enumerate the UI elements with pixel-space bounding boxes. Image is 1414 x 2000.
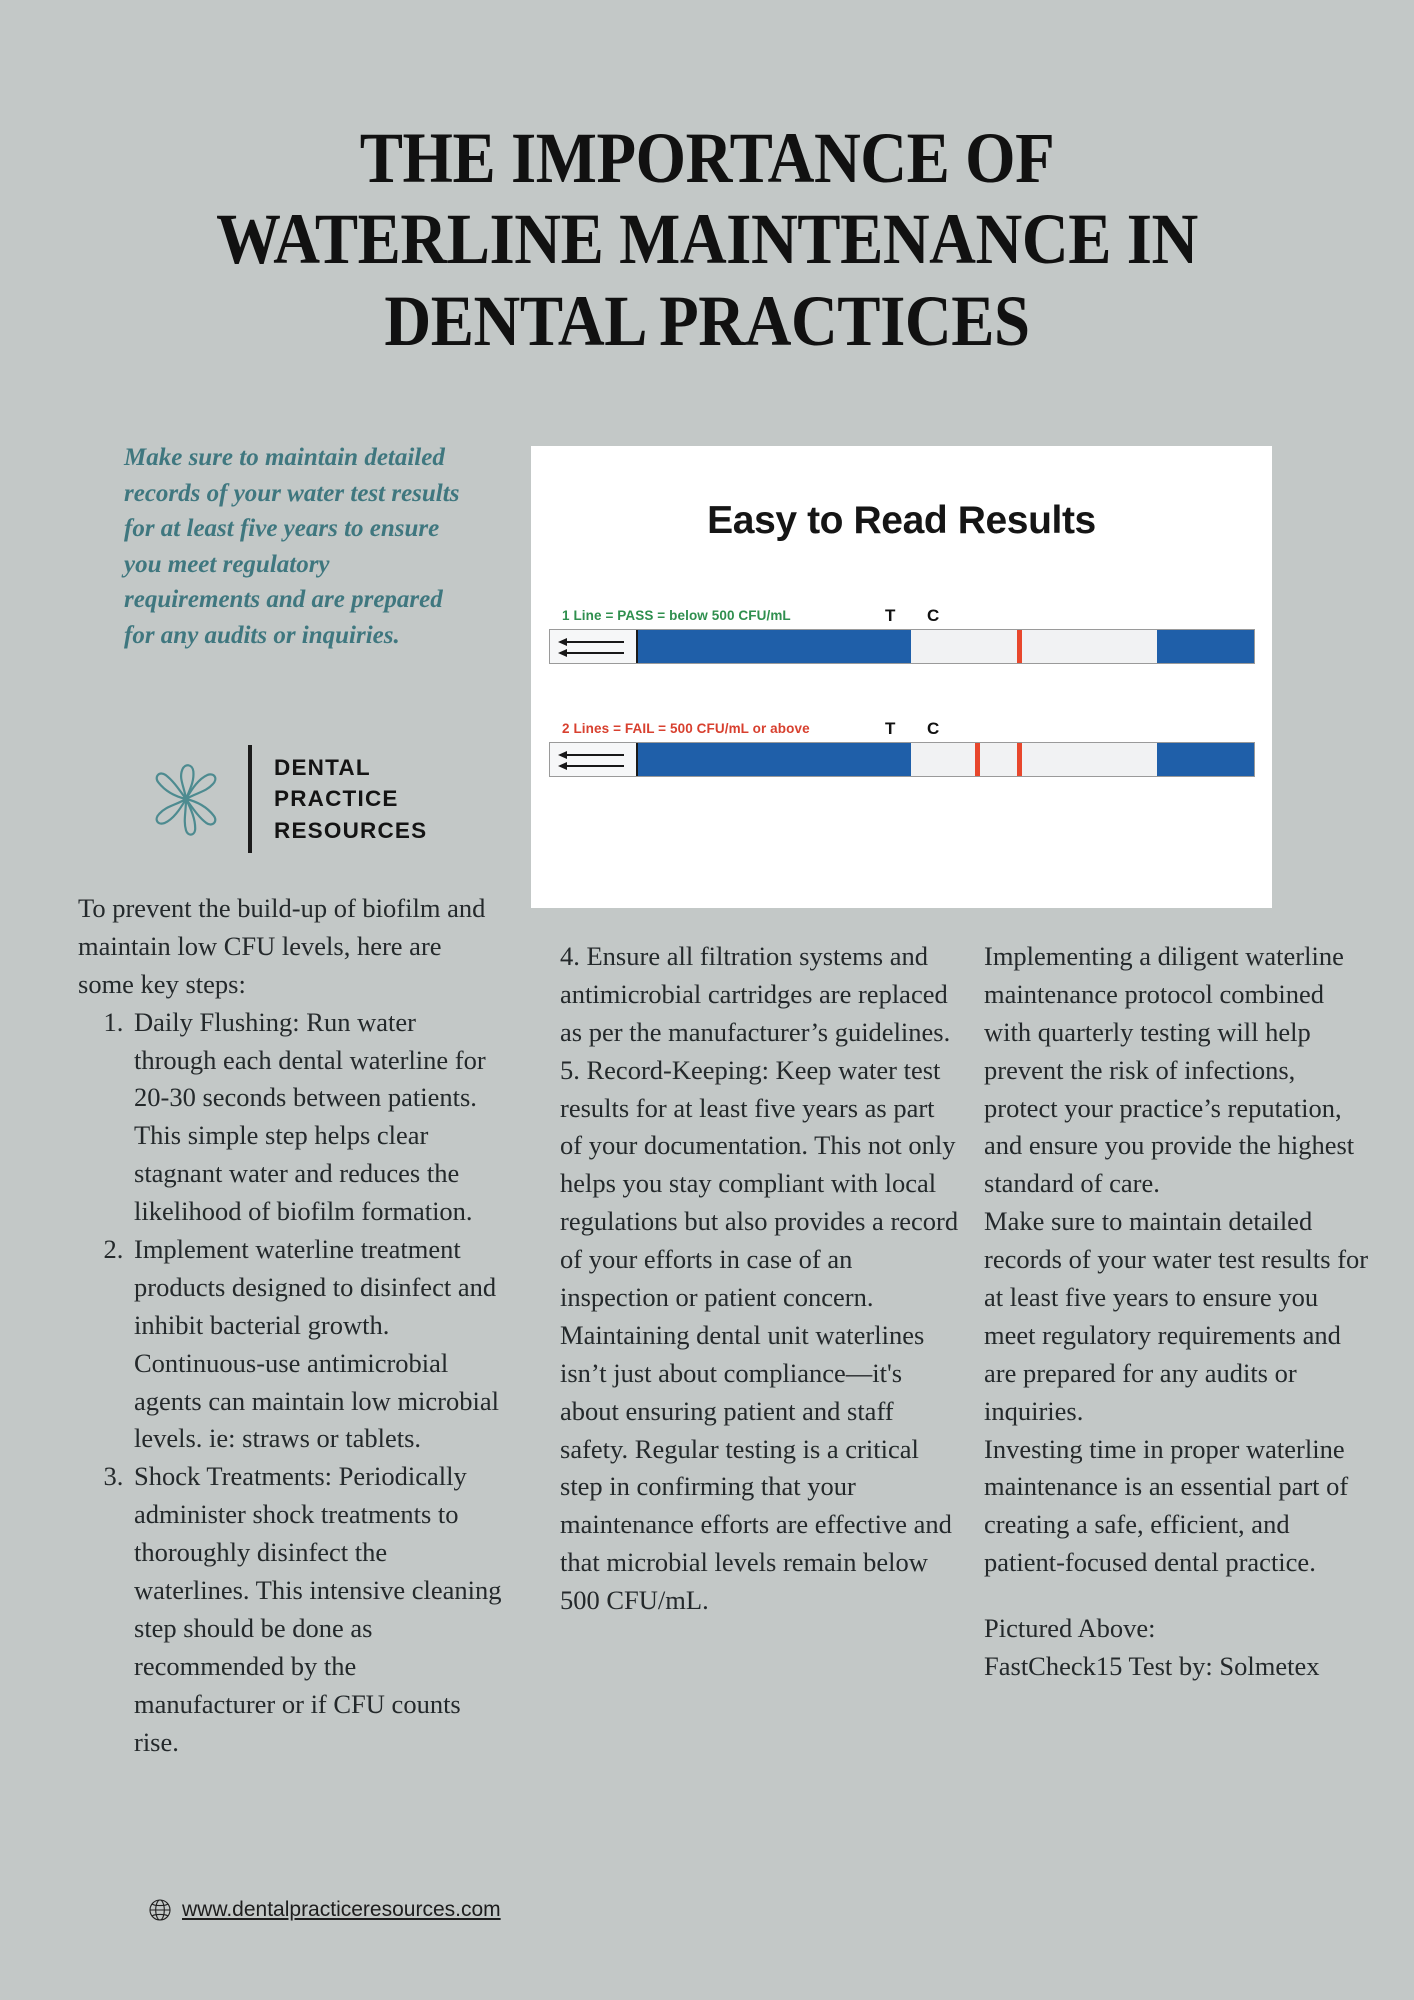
middle-paragraph-3: Maintaining dental unit waterlines isn’t just about compliance—it's about ensuring patient and staff safety. Regular testing is a critical step in confirming that your maintenance efforts are effective and that microbial levels remain below 500 CFU/mL.	[560, 1319, 952, 1616]
right-paragraph-2: Make sure to maintain detailed records of your water test results for at least five years to ensure you meet regulatory requirements and are prepared for any audits or inquiries.	[984, 1206, 1369, 1426]
strip-blue-section-left	[638, 630, 911, 663]
test-line-indicator	[975, 743, 980, 776]
strip-blue-section-left	[638, 743, 911, 776]
strip-blue-section-right	[1157, 743, 1254, 776]
strip-result-window	[911, 630, 1157, 663]
logo-divider	[248, 745, 252, 853]
control-line-indicator	[1017, 630, 1022, 663]
arrow-line-bottom	[560, 652, 624, 654]
logo-wordmark	[274, 752, 427, 845]
brand-logo	[140, 745, 427, 853]
globe-icon	[148, 1898, 172, 1922]
middle-column	[560, 938, 962, 1620]
middle-paragraph-1: 4. Ensure all filtration systems and antimicrobial cartridges are replaced as per the manufacturer’s guidelines.	[560, 941, 951, 1047]
fail-c-label: C	[927, 719, 940, 738]
arrow-head-bottom-icon	[558, 649, 567, 657]
image-credit-value: FastCheck15 Test by: Solmetex	[984, 1651, 1320, 1682]
pass-strip-body	[549, 629, 1255, 664]
middle-paragraph-2: 5. Record-Keeping: Keep water test results for at least five years as part of your documentation. This not only helps you stay compliant with local regulations but also provides a record of your efforts in case of an inspection or patient concern.	[560, 1054, 959, 1313]
test-strip-fail	[549, 721, 1255, 777]
strip-arrow-zone	[550, 630, 638, 663]
right-paragraph-1: Implementing a diligent waterline maintenance protocol combined with quarterly testing will help prevent the risk of infections, protect your practice’s reputation, and ensure you provide the highest standard of care.	[984, 941, 1355, 1199]
pass-caption: 1 Line = PASS = below 500 CFU/mL	[562, 608, 791, 623]
arrow-line-bottom	[560, 765, 624, 767]
fail-t-label: T	[885, 719, 896, 738]
image-credit-label: Pictured Above:	[984, 1613, 1156, 1644]
right-paragraph-3: Investing time in proper waterline maintenance is an essential part of creating a safe, efficient, and patient-focused dental practice.	[984, 1433, 1349, 1578]
pass-t-label: T	[885, 606, 896, 625]
website-link[interactable]: www.dentalpracticeresources.com	[182, 1898, 501, 1921]
pull-quote: Make sure to maintain detailed records of your water test results for at least five years to ensure you meet regulatory requirements and are prepared for any audits or inquiries.	[124, 444, 460, 649]
left-intro-paragraph: To prevent the build-up of biofilm and maintain low CFU levels, here are some key steps:	[78, 893, 486, 999]
footer	[148, 1898, 501, 1922]
strip-arrow-zone	[550, 743, 638, 776]
logo-line-3: RESOURCES	[274, 817, 428, 843]
test-strip-pass	[549, 608, 1255, 664]
flower-logo-icon	[140, 753, 232, 845]
page-title: THE IMPORTANCE OF WATERLINE MAINTENANCE IN DENTAL PRACTICES	[216, 118, 1198, 361]
list-item: 1. Daily Flushing: Run water through each dental waterline for 20-30 seconds between patients. This simple step helps clear stagnant water and reduces the likelihood of biofilm formation.	[130, 1004, 502, 1231]
logo-line-2: PRACTICE	[274, 786, 399, 812]
pass-c-label: C	[927, 606, 940, 625]
product-image-panel	[531, 446, 1272, 908]
list-item: 2. Implement waterline treatment products designed to disinfect and inhibit bacterial growth. Continuous-use antimicrobial agents can maintain low microbial levels. ie: straws or tablets.	[130, 1231, 502, 1458]
list-item: 3. Shock Treatments: Periodically administer shock treatments to thoroughly disinfect the waterlines. This intensive cleaning step should be done as recommended by the manufacturer or if CFU counts rise.	[130, 1458, 502, 1761]
strip-blue-section-right	[1157, 630, 1254, 663]
arrow-head-bottom-icon	[558, 762, 567, 770]
panel-heading: Easy to Read Results	[707, 499, 1096, 542]
right-column	[984, 938, 1374, 1686]
fail-caption: 2 Lines = FAIL = 500 CFU/mL or above	[562, 721, 810, 736]
left-column	[78, 890, 502, 1761]
key-steps-list	[78, 1004, 502, 1762]
arrow-line-top	[560, 754, 624, 756]
control-line-indicator	[1017, 743, 1022, 776]
arrow-line-top	[560, 641, 624, 643]
strip-result-window	[911, 743, 1157, 776]
logo-line-1: DENTAL	[274, 755, 371, 781]
arrow-head-top-icon	[558, 751, 567, 759]
arrow-head-top-icon	[558, 638, 567, 646]
fail-strip-body	[549, 742, 1255, 777]
